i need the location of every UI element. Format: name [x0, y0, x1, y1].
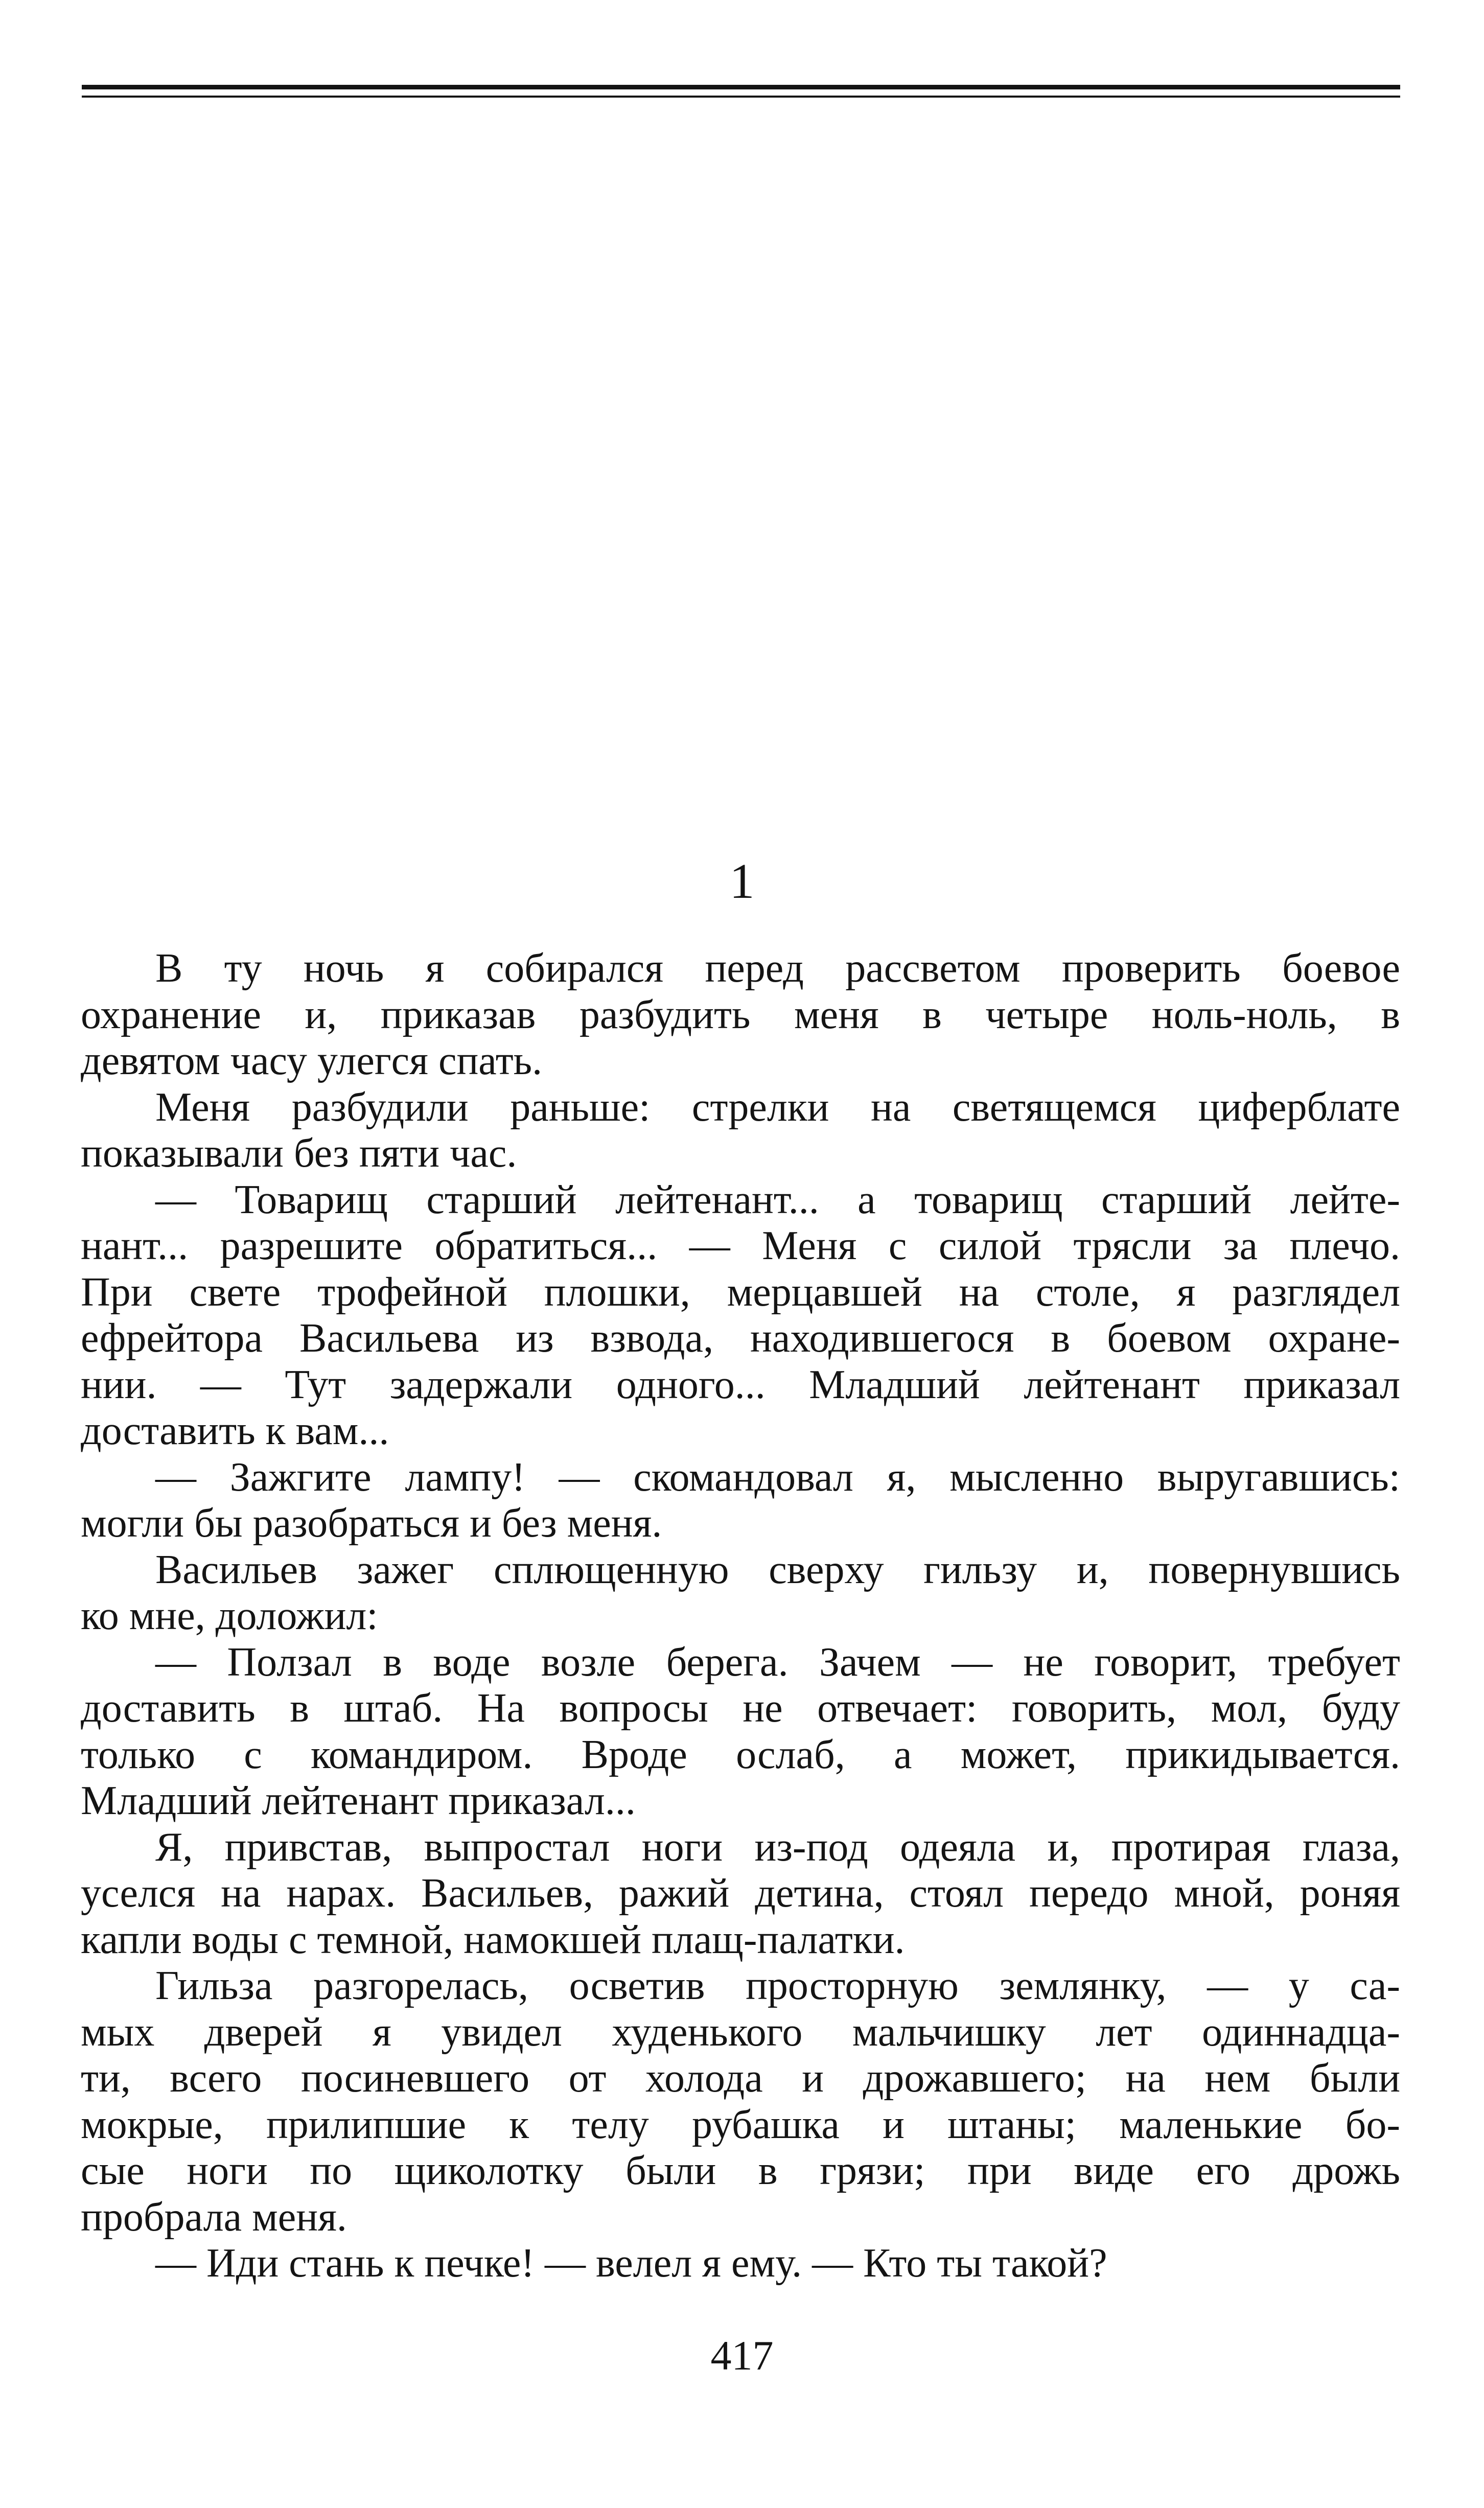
- text-line: показывали без пяти час.: [81, 1131, 517, 1176]
- text-line: мокрые, прилипшие к телу рубашка и штаны; маленькие бо-: [81, 2102, 1400, 2147]
- text-line: уселся на нарах. Васильев, ражий детина, стоял передо мной, роняя: [81, 1871, 1400, 1916]
- chapter-number: 1: [729, 854, 755, 909]
- text-line: — Товарищ старший лейтенант... а товарищ старший лейте-: [155, 1177, 1400, 1222]
- text-line: — Иди стань к печке! — велел я ему. — Кто ты такой?: [155, 2241, 1107, 2286]
- text-line: ти, всего посиневшего от холода и дрожавшего; на нем были: [81, 2056, 1400, 2101]
- text-line: ко мне, доложил:: [81, 1593, 378, 1638]
- text-line: пробрала меня.: [81, 2194, 347, 2240]
- text-line: В ту ночь я собирался перед рассветом проверить боевое: [155, 946, 1400, 991]
- text-line: мых дверей я увидел худенького мальчишку лет одиннадца-: [81, 2009, 1400, 2055]
- page-number: 417: [710, 2332, 774, 2379]
- body-text: [81, 945, 1400, 2287]
- text-line: доставить в штаб. На вопросы не отвечает: говорить, мол, буду: [81, 1686, 1400, 1731]
- text-line: — Ползал в воде возле берега. Зачем — не говорит, требует: [155, 1639, 1400, 1685]
- text-line: только с командиром. Вроде ослаб, а может, прикидывается.: [81, 1732, 1400, 1777]
- text-line: нант... разрешите обратиться... — Меня с силой трясли за плечо.: [81, 1223, 1400, 1268]
- text-line: девятом часу улегся спать.: [81, 1038, 543, 1083]
- text-line: При свете трофейной плошки, мерцавшей на столе, я разглядел: [81, 1269, 1400, 1315]
- text-line: нии. — Тут задержали одного... Младший лейтенант приказал: [81, 1362, 1400, 1407]
- text-line: Гильза разгорелась, осветив просторную землянку, — у са-: [155, 1963, 1400, 2008]
- text-line: Васильев зажег сплющенную сверху гильзу и, повернувшись: [155, 1547, 1400, 1592]
- text-line: доставить к вам...: [81, 1408, 389, 1453]
- text-line: могли бы разобраться и без меня.: [81, 1501, 662, 1546]
- text-line: — Зажгите лампу! — скомандовал я, мысленно выругавшись:: [155, 1454, 1400, 1500]
- text-line: сые ноги по щиколотку были в грязи; при виде его дрожь: [81, 2148, 1400, 2193]
- text-line: Меня разбудили раньше: стрелки на светящемся циферблате: [155, 1084, 1400, 1130]
- header-rule-thin: [82, 96, 1400, 98]
- text-line: ефрейтора Васильева из взвода, находившегося в боевом охране-: [81, 1316, 1400, 1361]
- text-line: капли воды с темной, намокшей плащ-палатки.: [81, 1917, 905, 1962]
- header-rule-thick: [82, 85, 1400, 89]
- text-line: Я, привстав, выпростал ноги из-под одеяла и, протирая глаза,: [155, 1824, 1400, 1870]
- text-line: охранение и, приказав разбудить меня в четыре ноль-ноль, в: [81, 992, 1400, 1037]
- text-line: Младший лейтенант приказал...: [81, 1778, 636, 1823]
